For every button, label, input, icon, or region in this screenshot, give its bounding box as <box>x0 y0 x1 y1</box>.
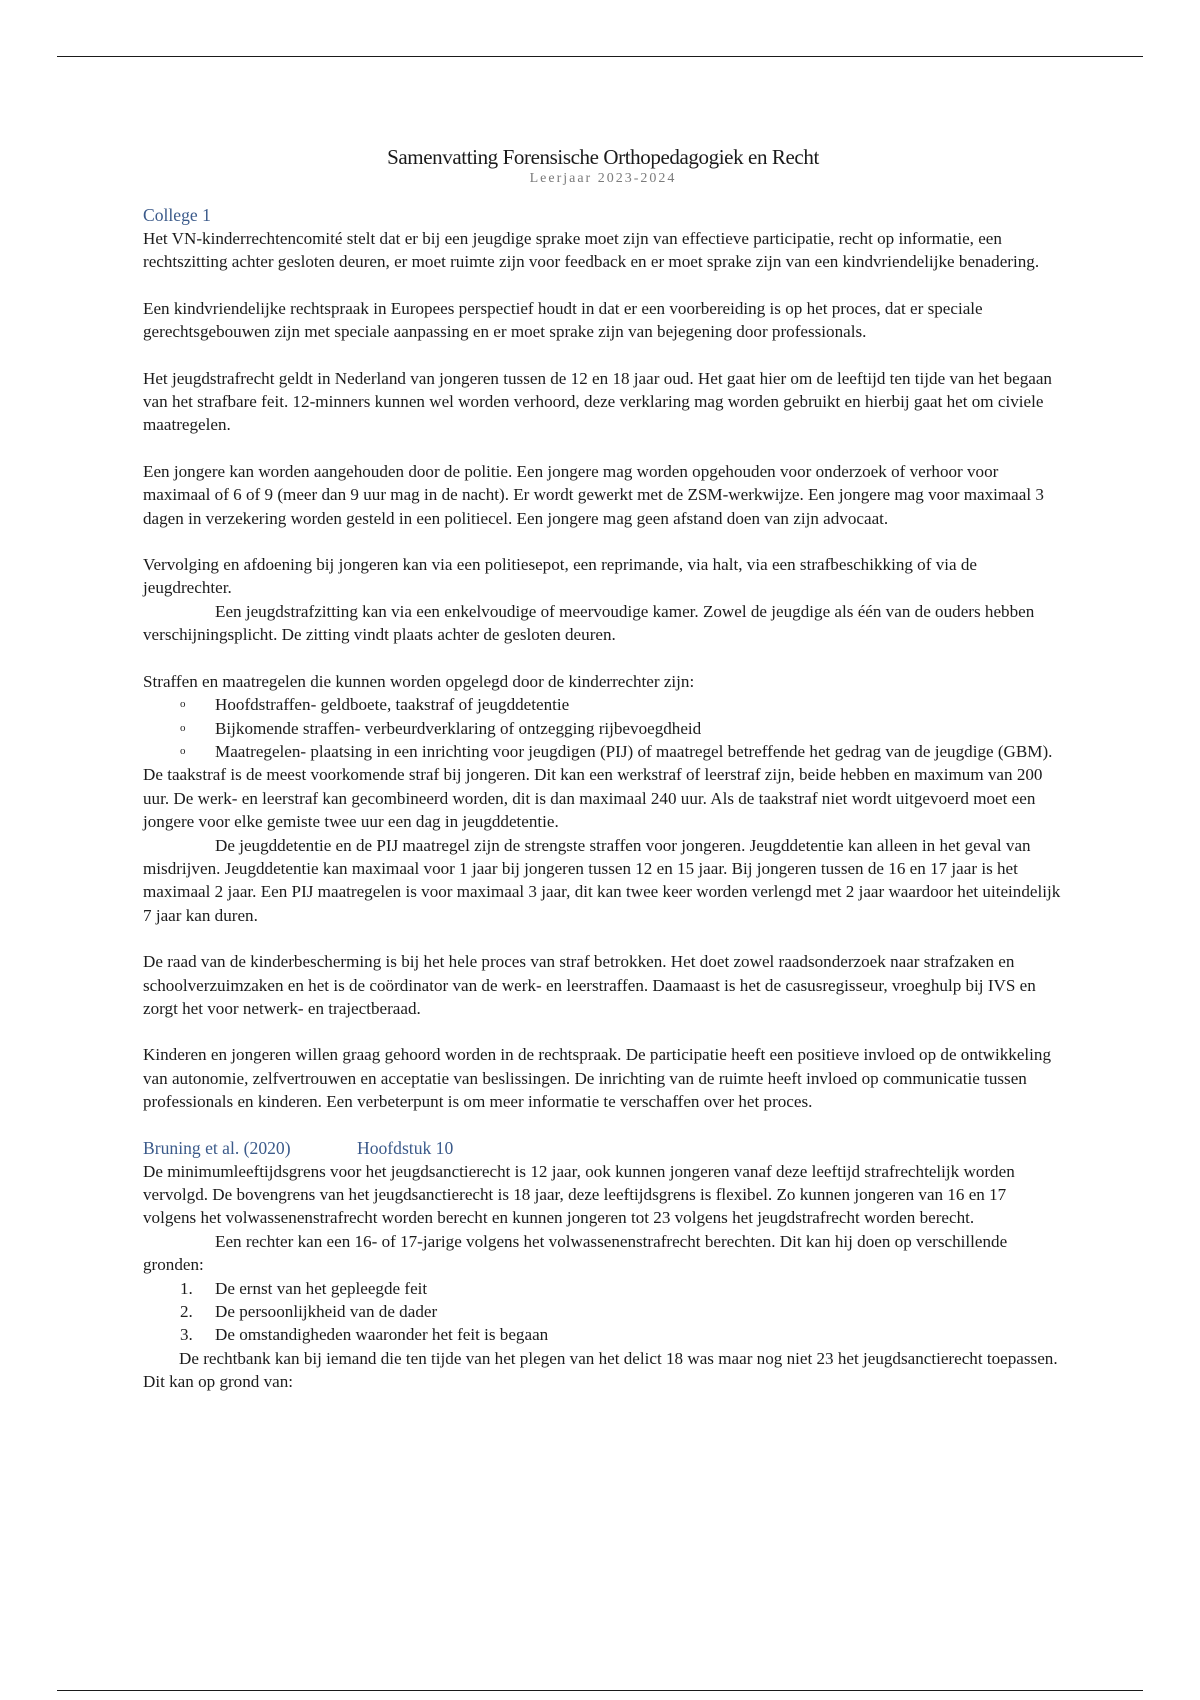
bottom-rule <box>57 1690 1143 1691</box>
punishments-list <box>143 693 1063 763</box>
paragraph: Het jeugdstrafrecht geldt in Nederland van jongeren tussen de 12 en 18 jaar oud. Het gaat hier om de leeftijd ten tijde van het begaan van het strafbare feit. 12-minners kunnen wel worden verhoord, deze verklaring mag worden gebruikt en hierbij gaat het om civiele maatregelen. <box>143 368 1052 435</box>
list-item: o Maatregelen- plaatsing in een inrichting voor jeugdigen (PIJ) of maatregel betreffende het gedrag van de jeugdige (GBM). <box>143 740 1063 763</box>
circle-bullet-icon: o <box>180 721 186 734</box>
paragraph-indented: De jeugddetentie en de PIJ maatregel zijn de strengste straffen voor jongeren. Jeugddetentie kan alleen in het geval van misdrijven. Jeugddetentie kan maximaal voor 1 jaar bij jongeren tussen 12 en 15 jaar. Bij jongeren tussen de 16 en 17 jaar is het maximaal 2 jaar. Een PIJ maatregelen is voor maximaal 3 jaar, dit kan twee keer worden verlengd met 2 jaar waardoor het uiteindelijk 7 jaar kan duren. <box>143 835 1061 925</box>
paragraph: De taakstraf is de meest voorkomende straf bij jongeren. Dit kan een werkstraf of leerstraf zijn, beide hebben en maximum van 200 uur. De werk- en leerstraf kan gecombineerd worden, dit is dan maximaal 240 uur. Als de taakstraf niet wordt uitgevoerd moet een jongere voor elke gemiste twee uur een dag in jeugddetentie. <box>143 765 1043 832</box>
paragraph: Het VN-kinderrechtencomité stelt dat er bij een jeugdige sprake moet zijn van effectieve participatie, recht op informatie, een rechtszitting achter gesloten deuren, er moet ruimte zijn voor feedback en er moet sprake zijn van een kindvriendelijke benadering. <box>143 229 1040 272</box>
grounds-list <box>143 1277 1063 1347</box>
paragraph: De minimumleeftijdsgrens voor het jeugdsanctierecht is 12 jaar, ook kunnen jongeren vanaf deze leeftijd strafrechtelijk worden vervolgd. De bovengrens van het jeugdsanctierecht is 18 jaar, deze leeftijdsgrens is flexibel. Zo kunnen jongeren van 16 en 17 volgens het volwassenenstrafrecht worden berecht en kunnen jongeren tot 23 volgens het jeugdstrafrecht worden berecht. <box>143 1161 1015 1228</box>
paragraph: Kinderen en jongeren willen graag gehoord worden in de rechtspraak. De participatie heeft een positieve invloed op de ontwikkeling van autonomie, zelfvertrouwen en acceptatie van beslissingen. De inrichting van de ruimte heeft invloed op communicatie tussen professionals en kinderen. Een verbeterpunt is om meer informatie te verschaffen over het proces. <box>143 1045 1052 1112</box>
list-item: 3. De omstandigheden waaronder het feit is begaan <box>180 1325 549 1345</box>
list-item: o Hoofdstraffen- geldboete, taakstraf of jeugddetentie <box>143 693 1063 716</box>
heading-chapter: Hoofdstuk 10 <box>357 1137 454 1158</box>
document-subtitle: Leerjaar 2023-2024 <box>529 171 677 186</box>
list-item: 1. De ernst van het gepleegde feit <box>180 1278 428 1298</box>
paragraph: De raad van de kinderbescherming is bij het hele proces van straf betrokken. Het doet zowel raadsonderzoek naar strafzaken en schoolverzuimzaken en het is de coördinator van de werk- en leerstraffen. Daamaast is het de casusregisseur, vroeghulp bij IVS en zorgt het voor netwerk- en trajectberaad. <box>143 952 1036 1018</box>
section-heading-college-1: College 1 <box>143 205 211 225</box>
paragraph: Vervolging en afdoening bij jongeren kan via een politiesepot, een reprimande, via halt, via een strafbeschikking of via de jeugdrechter. <box>143 555 977 598</box>
paragraph-indented: Een rechter kan een 16- of 17-jarige volgens het volwassenenstrafrecht berechten. Dit kan hij doen op verschillende gronden: <box>143 1231 1008 1275</box>
paragraph-indented: De rechtbank kan bij iemand die ten tijde van het plegen van het delict 18 was maar nog niet 23 het jeugdsanctierecht toepassen. Dit kan op grond van: <box>143 1348 1058 1392</box>
paragraph: Een kindvriendelijke rechtspraak in Europees perspectief houdt in dat er een voorbereiding is op het proces, dat er speciale gerechtsgebouwen zijn met speciale aanpassing en er moet sprake zijn van bejegening door professionals. <box>143 298 983 342</box>
document-title: Samenvatting Forensische Orthopedagogiek en Recht <box>387 145 819 169</box>
paragraph-indented: Een jeugdstrafzitting kan via een enkelvoudige of meervoudige kamer. Zowel de jeugdige als één van de ouders hebben verschijningsplicht. De zitting vindt plaats achter de gesloten deuren. <box>143 601 1035 645</box>
list-item: 2. De persoonlijkheid van de dader <box>180 1302 438 1322</box>
list-item: o Bijkomende straffen- verbeurdverklaring of ontzegging rijbevoegdheid <box>143 717 1063 740</box>
heading-author: Bruning et al. (2020) <box>143 1137 291 1158</box>
top-rule <box>57 56 1143 57</box>
circle-bullet-icon: o <box>180 744 186 757</box>
document-page <box>143 144 1063 1394</box>
circle-bullet-icon: o <box>180 698 186 711</box>
list-intro: Straffen en maatregelen die kunnen worden opgelegd door de kinderrechter zijn: <box>143 671 695 691</box>
section-heading-bruning <box>143 1137 1063 1160</box>
paragraph: Een jongere kan worden aangehouden door de politie. Een jongere mag worden opgehouden voor onderzoek of verhoor voor maximaal of 6 of 9 (meer dan 9 uur mag in de nacht). Er wordt gewerkt met de ZSM-werkwijze. Een jongere mag voor maximaal 3 dagen in verzekering worden gesteld in een politiecel. Een jongere mag geen afstand doen van zijn advocaat. <box>143 461 1044 528</box>
